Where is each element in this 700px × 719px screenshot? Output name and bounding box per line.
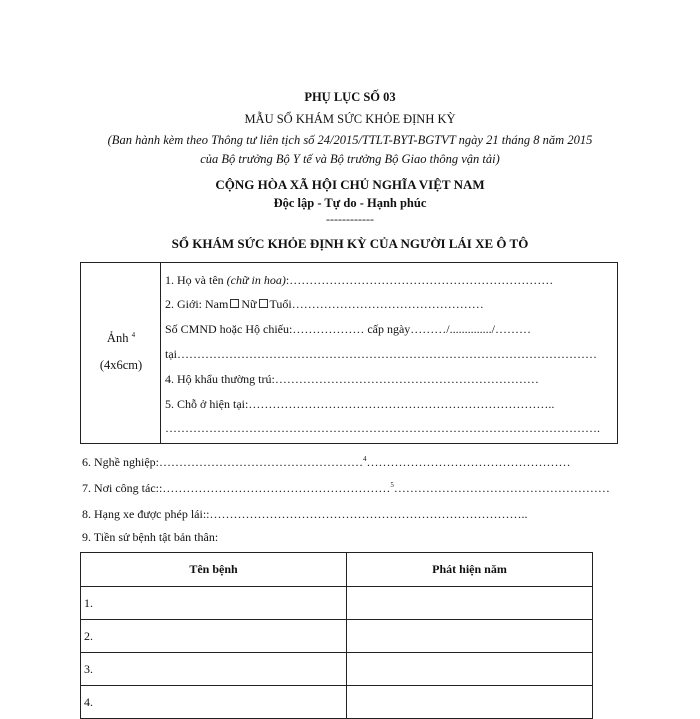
table-row: [81, 686, 593, 719]
disease-name-header: Tên bệnh: [81, 553, 347, 587]
male-checkbox[interactable]: [230, 299, 239, 308]
national-motto: Độc lập - Tự do - Hạnh phúc: [273, 196, 427, 210]
permanent-address-field[interactable]: 4. Hộ khẩu thường trú:…………………………………………………………: [165, 372, 539, 386]
photo-footnote: 4: [131, 331, 136, 339]
residence-continuation-line[interactable]: ……………………………………………………………………………………………….: [165, 421, 600, 435]
occupation-field[interactable]: [82, 455, 571, 470]
gender-age-field: [165, 297, 484, 312]
form-title: MẪU SỔ KHÁM SỨC KHỎE ĐỊNH KỲ: [244, 112, 456, 126]
table-header-row: [81, 553, 593, 587]
female-label: Nữ: [241, 297, 257, 311]
age-blank[interactable]: …………………………………………: [291, 297, 484, 311]
detected-year-cell[interactable]: [347, 587, 593, 620]
full-name-field[interactable]: [165, 273, 553, 288]
license-class-field[interactable]: 8. Hạng xe được phép lái::……………………………………………………………………..: [82, 507, 528, 521]
appendix-heading: PHỤ LỤC SỐ 03: [304, 90, 396, 104]
detected-year-cell[interactable]: [347, 620, 593, 653]
personal-info-box: [80, 262, 618, 444]
photo-label: [81, 331, 161, 346]
current-residence-field[interactable]: 5. Chỗ ở hiện tại:…………………………………………………………………..: [165, 397, 555, 411]
full-name-label: 1. Họ và tên: [165, 273, 227, 287]
photo-size: (4x6cm): [99, 358, 143, 372]
detected-year-cell[interactable]: [347, 653, 593, 686]
country-name: CỘNG HÒA XÃ HỘI CHỦ NGHĨA VIỆT NAM: [215, 177, 485, 192]
age-label: Tuổi: [269, 297, 292, 311]
workplace-text: 7. Nơi công tác::…………………………………………………: [82, 481, 391, 495]
issued-note-line-1: (Ban hành kèm theo Thông tư liên tịch số 24/2015/TTLT-BYT-BGTVT ngày 21 tháng 8 năm 2015: [107, 133, 593, 147]
motto-separator: ------------: [326, 212, 374, 226]
detected-year-cell[interactable]: [347, 686, 593, 719]
occupation-text: 6. Nghề nghiệp:……………………………………………: [82, 455, 363, 469]
id-number-field[interactable]: Số CMND hoặc Hộ chiếu:……………… cấp ngày………/............../………: [165, 322, 531, 336]
table-row: [81, 587, 593, 620]
occupation-footnote: 4: [363, 455, 367, 463]
medical-history-heading: 9. Tiền sử bệnh tật bản thân:: [82, 530, 219, 544]
disease-name-cell[interactable]: 4.: [81, 686, 347, 719]
table-row: [81, 653, 593, 686]
workplace-footnote: 5: [390, 481, 394, 489]
workplace-field[interactable]: [82, 481, 610, 496]
full-name-blank: :…………………………………………………………: [285, 273, 554, 287]
book-title: SỔ KHÁM SỨC KHỎE ĐỊNH KỲ CỦA NGƯỜI LÁI XE Ô TÔ: [171, 236, 529, 251]
female-checkbox[interactable]: [259, 299, 268, 308]
issued-note-line-2: của Bộ trưởng Bộ Y tế và Bộ trưởng Bộ Giao thông vận tải): [200, 152, 500, 166]
issue-place-field[interactable]: tại……………………………………………………………………………………………: [165, 347, 597, 361]
disease-name-cell[interactable]: 2.: [81, 620, 347, 653]
medical-history-table: [80, 552, 593, 719]
photo-cell[interactable]: [81, 263, 161, 443]
table-row: [81, 620, 593, 653]
photo-label-text: Ảnh: [106, 331, 129, 346]
disease-name-cell[interactable]: 1.: [81, 587, 347, 620]
workplace-blank: ………………………………………………: [393, 481, 610, 495]
detected-year-header: Phát hiện năm: [347, 553, 593, 587]
full-name-hint: (chữ in hoa): [226, 273, 286, 287]
disease-name-cell[interactable]: 3.: [81, 653, 347, 686]
gender-label: 2. Giới: Nam: [165, 297, 229, 311]
occupation-blank: ……………………………………………: [366, 455, 571, 469]
